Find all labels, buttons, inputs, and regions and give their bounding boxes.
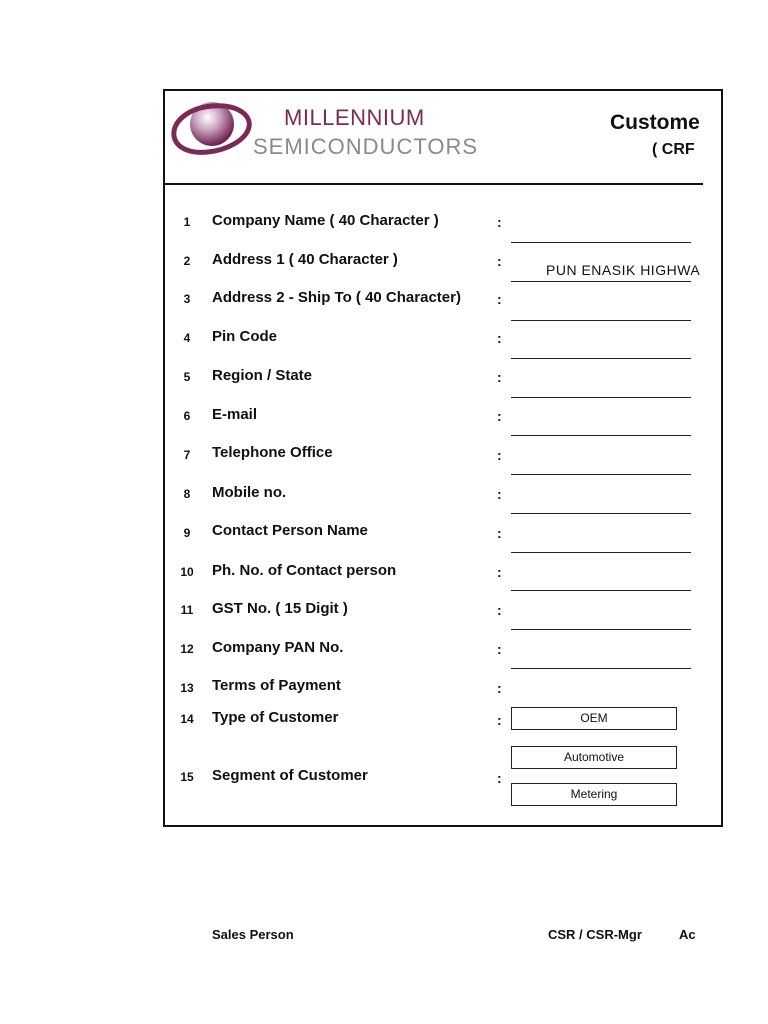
field-label-pin-code: Pin Code <box>212 328 278 345</box>
field-number: 5 <box>183 370 191 384</box>
brand-name-line2: SEMICONDUCTORS <box>253 134 479 159</box>
segment-option-metering[interactable]: Metering <box>511 783 677 806</box>
colon: : <box>497 447 502 463</box>
address-1-value[interactable]: PUN ENASIK HIGHWA <box>546 262 701 278</box>
colon: : <box>497 408 502 424</box>
form-subtitle: ( CRF <box>652 141 695 158</box>
email-input[interactable] <box>511 435 691 436</box>
company-logo-icon <box>168 92 258 162</box>
field-label-terms-of-payment: Terms of Payment <box>212 677 341 694</box>
colon: : <box>497 330 502 346</box>
company-pan-input[interactable] <box>511 668 691 669</box>
colon: : <box>497 253 502 269</box>
field-number: 7 <box>183 448 191 462</box>
field-label-contact-phone: Ph. No. of Contact person <box>212 562 397 579</box>
field-number: 14 <box>180 712 194 726</box>
pin-code-input[interactable] <box>511 358 691 359</box>
colon: : <box>497 712 502 728</box>
field-number: 11 <box>180 603 194 617</box>
field-label-mobile: Mobile no. <box>212 484 287 501</box>
field-number: 15 <box>180 770 194 784</box>
company-name-input[interactable] <box>511 242 691 243</box>
field-number: 9 <box>183 526 191 540</box>
field-number: 8 <box>183 487 191 501</box>
contact-person-name-input[interactable] <box>511 552 691 553</box>
mobile-input[interactable] <box>511 513 691 514</box>
gst-no-input[interactable] <box>511 629 691 630</box>
field-label-address-2: Address 2 - Ship To ( 40 Character) <box>212 289 461 306</box>
field-number: 2 <box>183 254 191 268</box>
field-number: 3 <box>183 292 191 306</box>
field-label-segment-of-customer: Segment of Customer <box>212 767 368 784</box>
field-number: 4 <box>183 331 191 345</box>
field-label-company-pan: Company PAN No. <box>212 639 344 656</box>
form-title: Custome <box>610 111 700 134</box>
field-label-address-1: Address 1 ( 40 Character ) <box>212 251 398 268</box>
colon: : <box>497 680 502 696</box>
signature-csr: CSR / CSR-Mgr <box>548 927 642 942</box>
field-label-gst-no: GST No. ( 15 Digit ) <box>212 600 348 617</box>
colon: : <box>497 369 502 385</box>
field-label-region-state: Region / State <box>212 367 313 384</box>
signature-third: Ac <box>679 927 696 942</box>
header-divider <box>163 183 703 185</box>
colon: : <box>497 770 502 786</box>
field-label-contact-person-name: Contact Person Name <box>212 522 368 539</box>
customer-type-option-oem[interactable]: OEM <box>511 707 677 730</box>
colon: : <box>497 564 502 580</box>
field-label-telephone-office: Telephone Office <box>212 444 333 461</box>
colon: : <box>497 486 502 502</box>
field-label-email: E-mail <box>212 406 258 423</box>
segment-option-automotive[interactable]: Automotive <box>511 746 677 769</box>
field-label-company-name: Company Name ( 40 Character ) <box>212 212 439 229</box>
colon: : <box>497 291 502 307</box>
field-number: 13 <box>180 681 194 695</box>
contact-phone-input[interactable] <box>511 590 691 591</box>
field-label-type-of-customer: Type of Customer <box>212 709 339 726</box>
field-number: 1 <box>183 215 191 229</box>
field-number: 10 <box>180 565 194 579</box>
field-number: 6 <box>183 409 191 423</box>
brand-name-line1: MILLENNIUM <box>284 105 425 130</box>
region-state-input[interactable] <box>511 397 691 398</box>
field-number: 12 <box>180 642 194 656</box>
colon: : <box>497 602 502 618</box>
address-1-input[interactable] <box>511 281 691 282</box>
colon: : <box>497 525 502 541</box>
telephone-office-input[interactable] <box>511 474 691 475</box>
address-2-input[interactable] <box>511 320 691 321</box>
signature-sales-person: Sales Person <box>212 927 294 942</box>
colon: : <box>497 214 502 230</box>
colon: : <box>497 641 502 657</box>
